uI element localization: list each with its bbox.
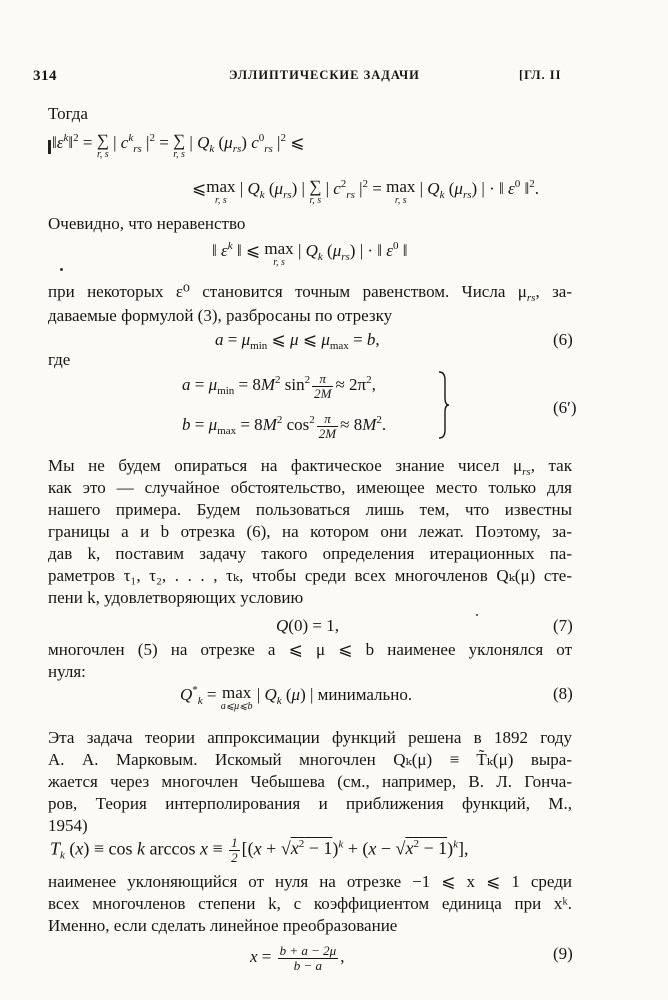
paragraph-line: А. А. Марковым. Искомый многочлен Qₖ(μ) ≡ T̃ₖ(μ) выра- (48, 750, 572, 769)
text-line: Очевидно, что неравенство (48, 214, 246, 233)
paragraph-line: Эта задача теории аппроксимации функций решена в 1892 году (48, 728, 572, 747)
paragraph-line: наименее уклоняющийся от нуля на отрезке −1 ⩽ x ⩽ 1 среди (48, 872, 572, 891)
equation-norm-line1: $‖\varepsilon^k‖^2$ = ∑ r, s | $c^k_{rs}$ $|^2$ = ∑ r, s | $Q_k$ $(\mu_{rs})$ $c^0_{rs}$ $|^2$ ⩽ (52, 131, 305, 160)
paragraph-line: ров, Теория интерполирования и приближения функций, М., (48, 794, 572, 813)
paragraph-line: как это — случайное обстоятельство, имеющее место только для (48, 478, 572, 497)
margin-mark (48, 140, 51, 154)
text-line: где (48, 350, 71, 369)
equation-number: (8) (553, 684, 573, 703)
equation-6: $a = \mu_{min}$ ⩽ μ ⩽ $\mu_{max} = b$, (215, 330, 380, 352)
text-line: Тогда (48, 104, 88, 123)
paragraph-line: многочлен (5) на отрезке a ⩽ μ ⩽ b наименее уклонялся от (48, 640, 572, 659)
paragraph-line: жается через многочлен Чебышева (см., например, В. Л. Гонча- (48, 772, 572, 791)
paragraph-line: границы a и b отрезка (6), на котором они лежат. Поэтому, за- (48, 522, 572, 541)
paragraph-line: 1954) (48, 816, 88, 835)
equation-9: x = $\frac{b + a - 2\mu}{b - a}$ , (250, 943, 345, 973)
equation-number: (6) (553, 330, 573, 349)
right-brace (437, 370, 449, 440)
equation-6prime-b: $b = \mu_{max} = 8M^2$ $\cos^2$ $\frac{\pi}{2M}$ ≈ $8M^2$. (182, 411, 387, 441)
equation-6prime-a: $a = \mu_{min} = 8M^2$ $\sin^2$ $\frac{\pi}{2M}$ ≈ $2\pi^2$, (182, 371, 376, 401)
equation-number: (7) (553, 616, 573, 635)
paragraph-line: нашего примера. Будем пользоваться лишь тем, что известны (48, 500, 572, 519)
running-title: ЭЛЛИПТИЧЕСКИЕ ЗАДАЧИ (229, 68, 420, 82)
paragraph-line: нуля: (48, 662, 86, 681)
paragraph-line: раметров τ₁, τ₂, . . . , τₖ, чтобы среди всех многочленов Qₖ(μ) сте- (48, 566, 572, 585)
equation-8: $Q^*_k$ = max a⩽μ⩽b | $Q_k$ (μ) | минимально. (180, 683, 413, 712)
paragraph-line: даваемые формулой (3), разбросаны по отрезку (48, 306, 393, 325)
equation-number: (9) (553, 944, 573, 963)
paragraph-line: при некоторых ε⁰ становится точным равенством. Числа $\mu_{rs}$, за- (48, 282, 572, 304)
equation-number: (6′) (553, 398, 577, 417)
equation-inequality: ‖ $\varepsilon^k$ ‖ ⩽ max r, s | $Q_k$ $(\mu_{rs})$ | · ‖ $\varepsilon^0$ ‖ (212, 239, 408, 268)
print-speck (476, 614, 478, 616)
equation-7: Q(0) = 1, (276, 616, 339, 635)
chapter-label: [ГЛ. II (519, 68, 562, 82)
print-speck (60, 268, 63, 271)
equation-norm-line2: ⩽ max r, s | $Q_k$ $(\mu_{rs})$ | ∑ r, s | $c^2_{rs}$ $|^2$ = max r, s | $Q_k$ $(\mu_{rs})$ | · ‖ $\varepsilon^0$ ‖$^2$. (192, 177, 539, 206)
page-number: 314 (33, 68, 57, 84)
paragraph-line: всех многочленов степени k, с коэффициентом единица при xᵏ. (48, 894, 572, 913)
paragraph-line: пени k, удовлетворяющих условию (48, 588, 304, 607)
paragraph-line: Мы не будем опираться на фактическое знание чисел $\mu_{rs}$, так (48, 456, 572, 478)
paragraph-line: Именно, если сделать линейное преобразование (48, 916, 398, 935)
equation-chebyshev: $T_k$ (x) ≡ cos k arccos x ≡ $\frac{1}{2}$ $[(x + √x^2 - 1)^k + (x - √x^2 - 1)^k]$, (50, 835, 469, 865)
paragraph-line: дав k, поставим задачу такого определения итерационных па- (48, 544, 572, 563)
